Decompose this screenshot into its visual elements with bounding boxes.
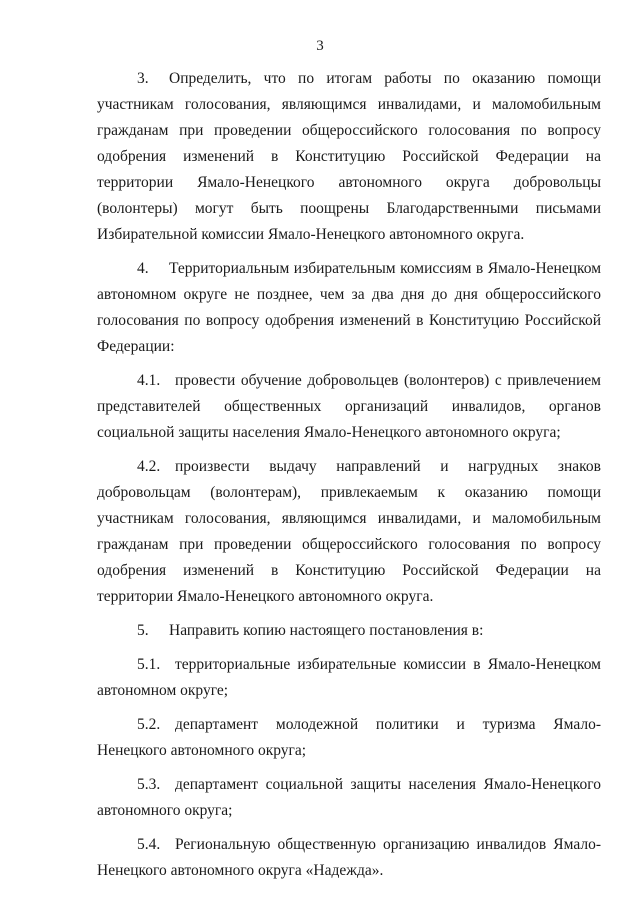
paragraph-text: территориальные избирательные комиссии в Ямало-Ненецком автономном округе; (97, 656, 601, 699)
paragraph-4 (97, 256, 601, 360)
paragraph-3 (97, 66, 601, 248)
paragraph-number: 4. (137, 260, 149, 277)
paragraph-number: 4.2. (137, 458, 161, 475)
paragraph-5-4 (97, 832, 601, 884)
paragraph-text: Региональную общественную организацию инвалидов Ямало-Ненецкого автономного округа «Надежда». (97, 836, 601, 879)
paragraph-text: Направить копию настоящего постановления в: (169, 622, 484, 639)
paragraph-text: департамент молодежной политики и туризма Ямало-Ненецкого автономного округа; (97, 716, 601, 759)
paragraph-number: 4.1. (137, 372, 161, 389)
paragraph-text: Определить, что по итогам работы по оказанию помощи участникам голосования, являющимся инвалидами, и маломобильным гражданам при проведении общероссийского голосования по вопросу одобрения изменений в Конституцию Российской Федерации на территории Ямало-Ненецкого автономного округа добровольцы (волонтеры) могут быть поощрены Благодарственными письмами Избирательной комиссии Ямало-Ненецкого автономного округа. (97, 70, 601, 243)
paragraph-text: Территориальным избирательным комиссиям в Ямало-Ненецком автономном округе не позднее, чем за два дня до дня общероссийского голосования по вопросу одобрения изменений в Конституцию Российской Федерации: (97, 260, 601, 355)
paragraph-number: 5.4. (137, 836, 161, 853)
paragraph-number: 5. (137, 622, 149, 639)
paragraph-5-2 (97, 712, 601, 764)
paragraph-text: департамент социальной защиты населения Ямало-Ненецкого автономного округа; (97, 776, 601, 819)
paragraph-number: 5.1. (137, 656, 161, 673)
paragraph-4-2 (97, 454, 601, 610)
paragraph-text: провести обучение добровольцев (волонтеров) с привлечением представителей общественных организаций инвалидов, органов социальной защиты населения Ямало-Ненецкого автономного округа; (97, 372, 601, 441)
page-number: 3 (316, 38, 324, 54)
paragraph-5 (97, 618, 601, 644)
paragraph-number: 5.3. (137, 776, 161, 793)
document-body (97, 66, 601, 884)
paragraph-number: 5.2. (137, 716, 161, 733)
paragraph-number: 3. (137, 70, 149, 87)
paragraph-5-3 (97, 772, 601, 824)
paragraph-4-1 (97, 368, 601, 446)
paragraph-5-1 (97, 652, 601, 704)
paragraph-text: произвести выдачу направлений и нагрудных знаков добровольцам (волонтерам), привлекаемым к оказанию помощи участникам голосования, являющимся инвалидами, и маломобильным гражданам при проведении общероссийского голосования по вопросу одобрения изменений в Конституцию Российской Федерации на территории Ямало-Ненецкого автономного округа. (97, 458, 601, 605)
